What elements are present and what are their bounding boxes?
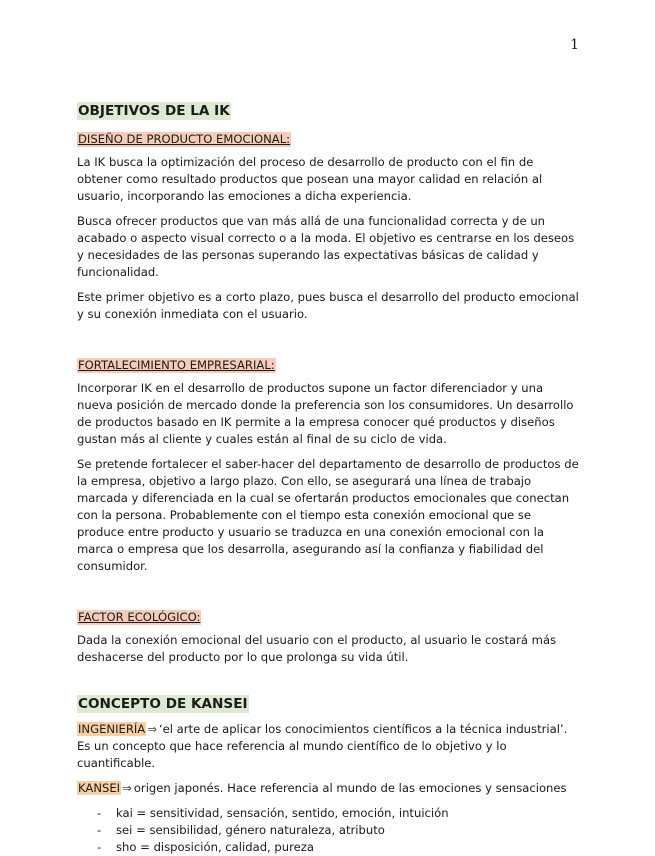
list-item: [97, 822, 580, 839]
paragraph: Este primer objetivo es a corto plazo, pues busca el desarrollo del producto emocional y su conexión inmediata con el usuario.: [77, 290, 579, 321]
term-ingenieria: INGENIERÍA: [78, 722, 146, 736]
list-item-text: kai = sensitividad, sensación, sentido, emoción, intuición: [116, 806, 449, 820]
list-dash: -: [97, 806, 102, 820]
list-item: [97, 805, 580, 822]
paragraph: Incorporar IK en el desarrollo de productos supone un factor diferenciador y una nueva posición de mercado donde la preferencia son los consumidores. Un desarrollo de productos basado en IK permite a la empresa conocer qué productos y diseños gustan más al cliente y cuales están al final de su ciclo de vida.: [77, 381, 574, 446]
kansei-list: [77, 805, 580, 856]
page-number: 1: [570, 37, 579, 53]
paragraph-ingenieria: [77, 721, 580, 772]
section-title-concepto: CONCEPTO DE KANSEI: [78, 696, 248, 712]
definition-kansei: origen japonés. Hace referencia al mundo de las emociones y sensaciones: [133, 781, 567, 795]
subtitle-fortalecimiento: FORTALECIMIENTO EMPRESARIAL:: [78, 358, 275, 372]
paragraph: Dada la conexión emocional del usuario con el producto, al usuario le costará más deshacerse del producto por lo que prolonga su vida útil.: [77, 633, 557, 664]
paragraph: Busca ofrecer productos que van más allá de una funcionalidad correcta y de un acabado o aspecto visual correcto o a la moda. El objetivo es centrarse en los deseos y necesidades de las personas superando las expectativas básicas de calidad y funcionalidad.: [77, 214, 575, 279]
arrow-icon: ⇒: [122, 781, 132, 795]
definition-ingenieria: ‘el arte de aplicar los conocimientos científicos a la técnica industrial’. Es un concepto que hace referencia al mundo científico de lo objetivo y lo cuantificable.: [77, 722, 568, 770]
subtitle-ecologico: FACTOR ECOLÓGICO:: [78, 610, 201, 624]
list-dash: -: [97, 823, 102, 837]
section-title-objetivos: OBJETIVOS DE LA IK: [78, 103, 230, 119]
term-kansei: KANSEI: [78, 781, 121, 795]
paragraph: La IK busca la optimización del proceso de desarrollo de producto con el fin de obtener como resultado productos que posean una mayor calidad en relación al usuario, incorporando las emociones a dicha experiencia.: [77, 155, 543, 203]
document-body: [77, 100, 580, 856]
paragraph-kansei: [77, 780, 580, 797]
list-dash: -: [97, 840, 102, 854]
paragraph: Se pretende fortalecer el saber-hacer del departamento de desarrollo de productos de la empresa, objetivo a largo plazo. Con ello, se asegurará una línea de trabajo marcada y diferenciada en la cual se ofertarán productos emocionales que conectan con la persona. Probablemente con el tiempo esta conexión emocional que se produce entre producto y usuario se traduzca en una conexión emocional con la marca o empresa que los desarrolla, asegurando así la confianza y fiabilidad del consumidor.: [77, 457, 579, 573]
subtitle-diseno: DISEÑO DE PRODUCTO EMOCIONAL:: [78, 132, 291, 146]
arrow-icon: ⇒: [147, 722, 157, 736]
list-item-text: sho = disposición, calidad, pureza: [116, 840, 314, 854]
list-item-text: sei = sensibilidad, género naturaleza, atributo: [116, 823, 385, 837]
